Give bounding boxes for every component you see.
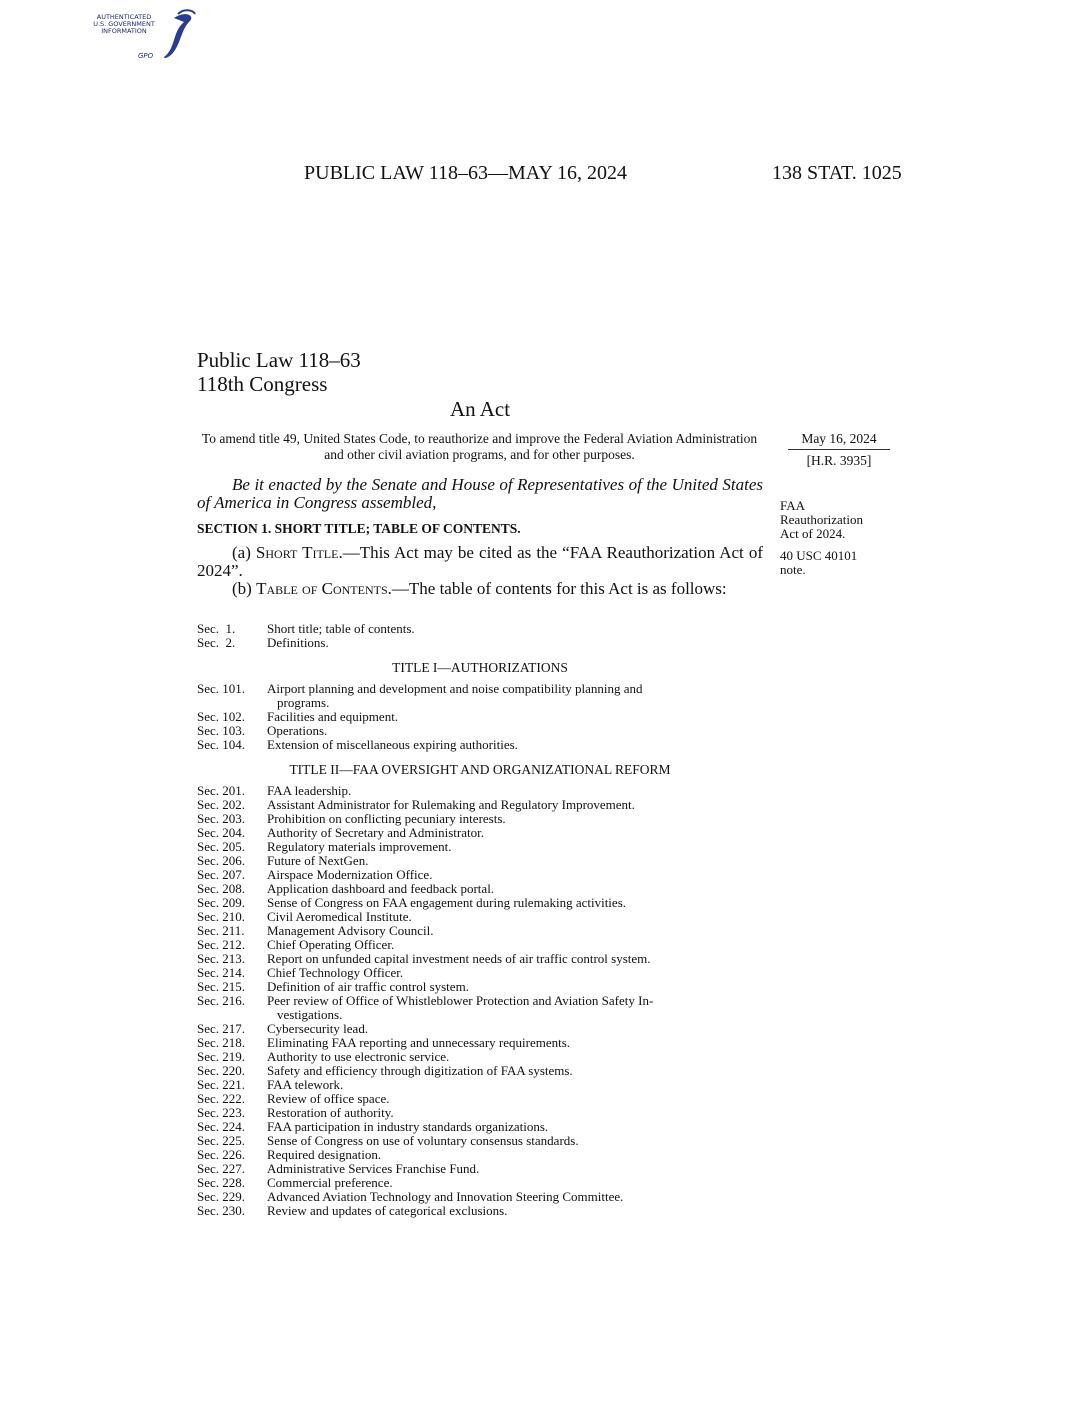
toc-entry [197, 924, 763, 938]
toc-section-number: Sec. 206. [197, 853, 246, 868]
margin-note-line: Reauthorization [780, 512, 864, 527]
table-of-contents [197, 622, 763, 1218]
toc-section-title: Application dashboard and feedback portal. [267, 881, 495, 896]
toc-section-number: Sec. 215. [197, 979, 246, 994]
enacting-clause: Be it enacted by the Senate and House of Representatives of the United States of America in Congress assembled, [197, 475, 763, 512]
subsection-heading: Short Title [255, 543, 339, 562]
running-header-law: PUBLIC LAW 118–63—MAY 16, 2024 [304, 162, 628, 184]
toc-section-number: Sec. 217. [197, 1021, 246, 1036]
margin-note-usc [780, 549, 857, 577]
toc-section-title: Assistant Administrator for Rulemaking and Regulatory Improvement. [267, 797, 635, 812]
toc-section-number: Sec. 228. [197, 1175, 246, 1190]
toc-section-title: Sense of Congress on use of voluntary consensus standards. [267, 1133, 579, 1148]
toc-section-title: Airspace Modernization Office. [267, 867, 433, 882]
logo-line: INFORMATION [101, 27, 147, 35]
toc-section-title: Restoration of authority. [267, 1105, 394, 1120]
toc-entry [197, 622, 763, 636]
toc-section-title: Regulatory materials improvement. [267, 839, 452, 854]
toc-section-number: Sec. 209. [197, 895, 246, 910]
toc-section-title: Authority of Secretary and Administrator. [267, 825, 484, 840]
bill-number: [H.R. 3935] [806, 453, 872, 468]
logo-gpo-text: GPO [138, 52, 154, 60]
toc-title-heading: TITLE II—FAA OVERSIGHT AND ORGANIZATIONAL REFORM [289, 762, 671, 777]
toc-section-title: Chief Technology Officer. [267, 965, 404, 980]
toc-section-number: Sec. 230. [197, 1203, 246, 1218]
toc-section-number: Sec. 213. [197, 951, 246, 966]
toc-section-title: Definitions. [267, 635, 329, 650]
toc-entry [197, 882, 763, 896]
toc-section-title: Report on unfunded capital investment needs of air traffic control system. [267, 951, 651, 966]
section-heading: SECTION 1. SHORT TITLE; TABLE OF CONTENTS. [197, 521, 521, 536]
toc-section-title: Short title; table of contents. [267, 621, 415, 636]
toc-entry [197, 1106, 763, 1120]
subsection-text: .—The table of contents for this Act is as follows: [387, 579, 727, 598]
enactment-date-box [788, 431, 890, 469]
toc-section-number: Sec. 2. [197, 635, 236, 650]
toc-entry [197, 1078, 763, 1092]
margin-note-line: 40 USC 40101 [780, 548, 858, 563]
toc-section-title: Review and updates of categorical exclusions. [267, 1203, 508, 1218]
toc-section-title: Management Advisory Council. [267, 923, 434, 938]
toc-entry [197, 910, 763, 924]
toc-section-number: Sec. 223. [197, 1105, 246, 1120]
toc-entry [197, 1162, 763, 1176]
toc-section-number: Sec. 220. [197, 1063, 246, 1078]
toc-entry [197, 1134, 763, 1148]
toc-section-number: Sec. 102. [197, 709, 246, 724]
toc-entry [197, 1022, 763, 1036]
toc-section-title: FAA leadership. [267, 783, 352, 798]
public-law-number: Public Law 118–63 [197, 348, 361, 372]
toc-section-number: Sec. 204. [197, 825, 246, 840]
toc-section-number: Sec. 218. [197, 1035, 246, 1050]
toc-section-number: Sec. 101. [197, 681, 246, 696]
toc-entry [197, 896, 763, 910]
toc-section-title: Extension of miscellaneous expiring authorities. [267, 737, 518, 752]
toc-entry [197, 854, 763, 868]
toc-section-title: Peer review of Office of Whistleblower Protection and Aviation Safety In- [267, 993, 654, 1008]
toc-entry [197, 1190, 763, 1204]
margin-note-line: Act of 2024. [780, 526, 846, 541]
act-heading: An Act [449, 397, 511, 421]
toc-section-number: Sec. 201. [197, 783, 246, 798]
toc-section-number: Sec. 227. [197, 1161, 246, 1176]
toc-section-title-continued: vestigations. [277, 1007, 343, 1022]
toc-section-number: Sec. 225. [197, 1133, 246, 1148]
subsection-heading: Table of Contents [256, 579, 388, 598]
toc-section-title: FAA telework. [267, 1077, 344, 1092]
toc-section-title: Civil Aeromedical Institute. [267, 909, 412, 924]
toc-entry [197, 1050, 763, 1064]
toc-section-number: Sec. 210. [197, 909, 246, 924]
subsection-b [197, 580, 763, 598]
toc-entry [197, 1204, 763, 1218]
congress: 118th Congress [197, 372, 328, 396]
toc-section-title: Review of office space. [267, 1091, 390, 1106]
gpo-authenticated-logo [82, 8, 198, 66]
eagle-icon [164, 14, 191, 58]
subsection-prefix: (b) [232, 579, 257, 598]
toc-section-title: Airport planning and development and noise compatibility planning and [267, 681, 643, 696]
toc-entry [197, 812, 763, 826]
toc-section-title: Chief Operating Officer. [267, 937, 395, 952]
toc-section-title-continued: programs. [277, 695, 330, 710]
toc-section-number: Sec. 207. [197, 867, 246, 882]
toc-section-title: Advanced Aviation Technology and Innovation Steering Committee. [267, 1189, 624, 1204]
toc-section-number: Sec. 203. [197, 811, 246, 826]
toc-section-number: Sec. 208. [197, 881, 246, 896]
toc-entry [197, 994, 763, 1008]
toc-section-title: Required designation. [267, 1147, 382, 1162]
subsection-prefix: (a) [232, 543, 256, 562]
toc-section-number: Sec. 216. [197, 993, 246, 1008]
toc-section-number: Sec. 224. [197, 1119, 246, 1134]
toc-section-title: Cybersecurity lead. [267, 1021, 369, 1036]
toc-section-number: Sec. 212. [197, 937, 246, 952]
toc-entry [197, 1036, 763, 1050]
toc-section-number: Sec. 219. [197, 1049, 246, 1064]
margin-note-short-title [780, 499, 863, 541]
logo-line: U.S. GOVERNMENT [93, 20, 155, 28]
toc-section-number: Sec. 103. [197, 723, 246, 738]
toc-entry [197, 840, 763, 854]
toc-section-number: Sec. 202. [197, 797, 246, 812]
toc-section-title: Commercial preference. [267, 1175, 393, 1190]
toc-section-title: Administrative Services Franchise Fund. [267, 1161, 480, 1176]
toc-section-title: Authority to use electronic service. [267, 1049, 450, 1064]
toc-entry [197, 1120, 763, 1134]
toc-entry [197, 784, 763, 798]
toc-section-title: Future of NextGen. [267, 853, 369, 868]
toc-entry [197, 980, 763, 994]
logo-line: AUTHENTICATED [96, 13, 152, 21]
toc-section-number: Sec. 221. [197, 1077, 246, 1092]
toc-entry [197, 798, 763, 812]
toc-entry [197, 966, 763, 980]
toc-section-title: Sense of Congress on FAA engagement during rulemaking activities. [267, 895, 626, 910]
toc-section-number: Sec. 1. [197, 621, 236, 636]
toc-section-number: Sec. 229. [197, 1189, 246, 1204]
toc-section-title: Definition of air traffic control system. [267, 979, 469, 994]
enactment-date: May 16, 2024 [788, 431, 890, 450]
toc-section-number: Sec. 226. [197, 1147, 246, 1162]
toc-section-number: Sec. 211. [197, 923, 245, 938]
toc-entry [197, 724, 763, 738]
toc-entry [197, 1148, 763, 1162]
subsection-text: .—This Act may be cited as the “FAA Reauthorization Act of 2024”. [197, 543, 763, 580]
toc-section-title: Facilities and equipment. [267, 709, 399, 724]
toc-entry [197, 1092, 763, 1106]
toc-entry [197, 1064, 763, 1078]
act-body [197, 476, 763, 598]
toc-entry [197, 952, 763, 966]
subsection-a [197, 544, 763, 580]
eagle-wing-icon [178, 10, 195, 14]
toc-entry [197, 826, 763, 840]
toc-section-number: Sec. 214. [197, 965, 246, 980]
toc-entry [197, 682, 763, 696]
toc-entry [197, 710, 763, 724]
running-header-stat-page: 138 STAT. 1025 [772, 162, 902, 184]
purpose-statement: To amend title 49, United States Code, to reauthorize and improve the Federal Aviation Administration and other civil aviation programs, and for other purposes. [201, 431, 758, 462]
toc-title-heading: TITLE I—AUTHORIZATIONS [392, 660, 568, 675]
toc-section-title: FAA participation in industry standards organizations. [267, 1119, 549, 1134]
toc-section-number: Sec. 104. [197, 737, 246, 752]
toc-entry [197, 1176, 763, 1190]
toc-section-number: Sec. 222. [197, 1091, 246, 1106]
toc-section-title: Eliminating FAA reporting and unnecessary requirements. [267, 1035, 571, 1050]
law-identification [197, 348, 361, 396]
margin-note-line: FAA [780, 498, 806, 513]
toc-section-title: Prohibition on conflicting pecuniary interests. [267, 811, 506, 826]
toc-section-title: Operations. [267, 723, 328, 738]
toc-entry [197, 938, 763, 952]
toc-entry [197, 636, 763, 650]
toc-section-number: Sec. 205. [197, 839, 246, 854]
margin-note-line: note. [780, 562, 806, 577]
toc-entry [197, 738, 763, 752]
toc-section-title: Safety and efficiency through digitization of FAA systems. [267, 1063, 573, 1078]
toc-entry [197, 868, 763, 882]
